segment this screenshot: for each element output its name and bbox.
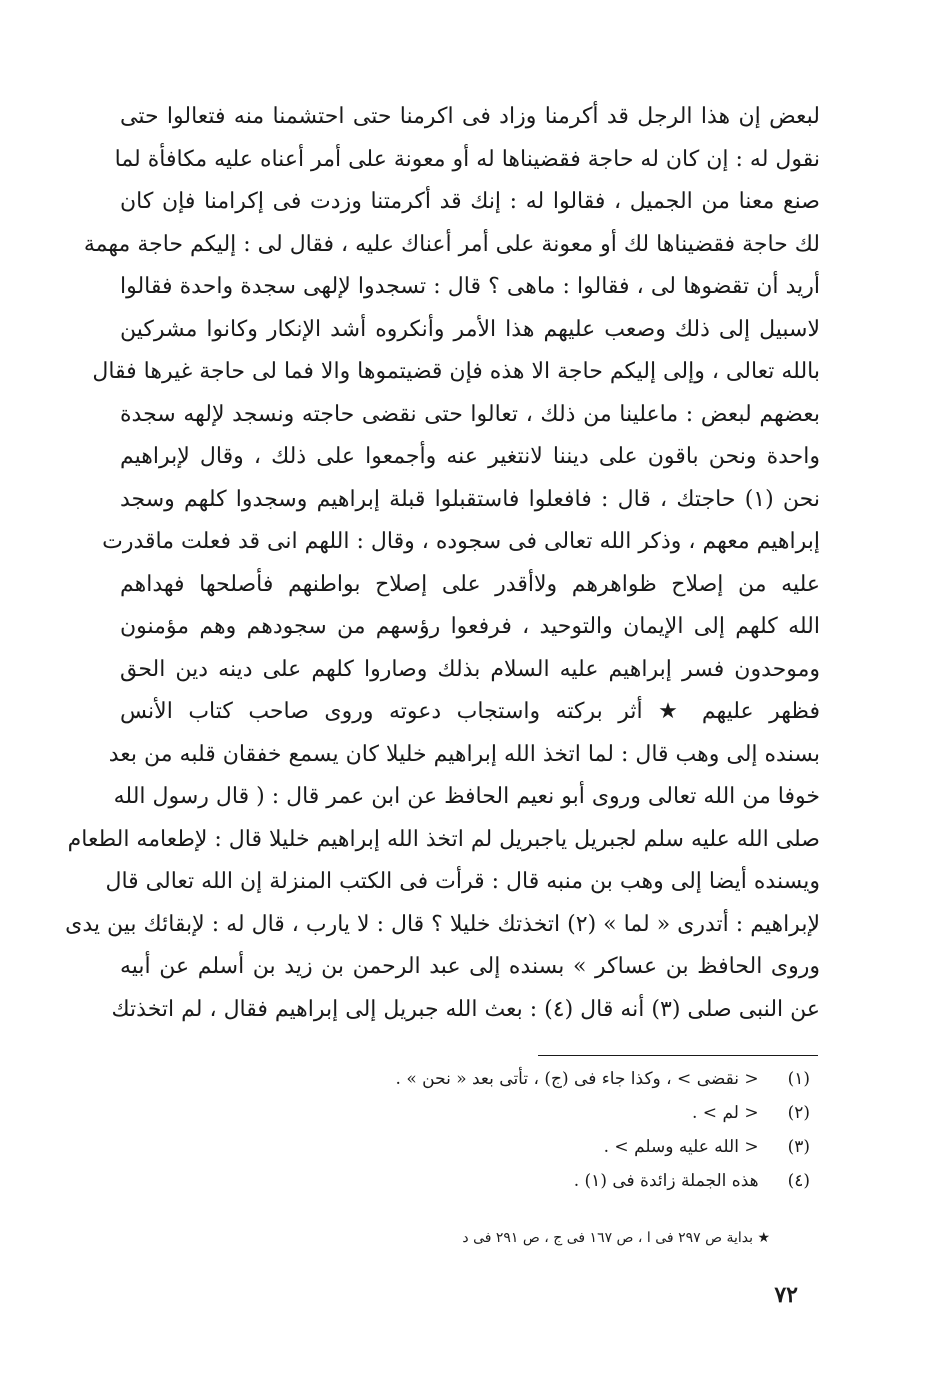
footnote-number: (٤) [787, 1171, 810, 1191]
footnote-text: < الله عليه وسلم > . [603, 1137, 759, 1157]
text-line: لبعض إن هذا الرجل قد أكرمنا وزاد فى اكرمنا حتى احتشمنا منه فتعالوا حتى [120, 104, 820, 129]
footnote-item [300, 1164, 810, 1198]
text-line: إبراهيم معهم ، وذكر الله تعالى فى سجوده ، وقال : اللهم انى قد فعلت ماقدرت [102, 529, 820, 554]
footnote-item [300, 1062, 810, 1096]
footnote-number: (٣) [787, 1137, 810, 1157]
footnotes [300, 1062, 810, 1198]
footnote-number: (٢) [787, 1103, 810, 1123]
text-line: وموحدون فسر إبراهيم عليه السلام بذلك وصاروا كلهم على دينه دين الحق [120, 656, 820, 682]
text-line: أريد أن تقضوها لى ، فقالوا : ماهى ؟ قال : تسجدوا لإلهى سجدة واحدة فقالوا [120, 274, 821, 299]
text-line: لك حاجة فقضيناها لك أو معونة على أمر أعناك عليه ، فقال لى : إليكم حاجة مهمة [83, 231, 820, 257]
text-line: عن النبى صلى (٣) أنه قال (٤) : بعث الله جبريل إلى إبراهيم فقال ، لم اتخذتك [111, 996, 820, 1022]
footnote-divider [538, 1055, 818, 1056]
text-line: لاسبيل إلى ذلك وصعب عليهم هذا الأمر وأنكروه أشد الإنكار وكانوا مشركين [120, 316, 820, 342]
manuscript-page-note: ★ بداية ص ٢٩٧ فى ا ، ص ١٦٧ فى ج ، ص ٢٩١ فى د [462, 1230, 770, 1246]
text-line: فظهر عليهم ★ أثر بركته واستجاب دعوته وروى صاحب كتاب الأنس [120, 699, 820, 724]
text-line: وروى الحافظ بن عساكر » بسنده إلى عبد الرحمن بن زيد بن أسلم عن أبيه [120, 954, 820, 979]
text-line: صنع معنا من الجميل ، فقالوا له : إنك قد أكرمتنا وزدت فى إكرامنا فإن كان [120, 189, 820, 214]
text-line: عليه من إصلاح ظواهرهم ولاأقدر على إصلاح بواطنهم فأصلحها فهداهم [120, 571, 820, 597]
footnote-text: < لم > . [691, 1103, 759, 1123]
text-line: بسنده إلى وهب قال : لما اتخذ الله إبراهيم خليلا كان يسمع خفقان قلبه من بعد [108, 741, 820, 767]
text-line: خوفا من الله تعالى وروى أبو نعيم الحافظ عن ابن عمر قال : ( قال رسول الله [113, 784, 820, 809]
footnote-text: هذه الجملة زائدة فى (١) . [573, 1171, 759, 1191]
text-line: بالله تعالى ، وإلى إليكم حاجة الا هذه فإن قضيتموها والا فما لى حاجة غيرها فقال [92, 359, 820, 384]
text-line: صلى الله عليه سلم لجبريل ياجبريل لم اتخذ الله إبراهيم خليلا قال : لإطعامه الطعام [67, 826, 820, 852]
main-text [65, 96, 821, 1031]
footnote-number: (١) [787, 1069, 810, 1089]
text-line: نحن (١) حاجتك ، قال : فافعلوا فاستقبلوا قبلة إبراهيم وسجدوا كلهم وسجد [120, 486, 820, 512]
text-line: الله كلهم إلى الإيمان والتوحيد ، فرفعوا رؤسهم من سجودهم وهم مؤمنون [120, 614, 820, 639]
footnote-item [300, 1130, 810, 1164]
text-line: بعضهم لبعض : ماعلينا من ذلك ، تعالوا حتى نقضى حاجته ونسجد لإلهه سجدة [120, 401, 820, 427]
text-line: نقول له : إن كان له حاجة فقضيناها له أو معونة على أمر أعناه عليه مكافأة لما [114, 146, 820, 172]
footnote-item [300, 1096, 810, 1130]
text-line: لإبراهيم : أتدرى « لما » (٢) اتخذتك خليلا ؟ قال : لا يارب ، قال له : لإبقائك بين يدى [65, 911, 820, 937]
footnote-text: < نقضى > ، وكذا جاء فى (ج) ، تأتى بعد « نحن » . [395, 1069, 759, 1089]
page-number: ٧٢ [774, 1282, 798, 1308]
text-line: ويسنده أيضا إلى وهب بن منبه قال : قرأت فى الكتب المنزلة إن الله تعالى قال [105, 869, 820, 894]
text-line: واحدة ونحن باقون على ديننا لانتغير عنه وأجمعوا على ذلك ، وقال لإبراهيم [120, 444, 820, 469]
